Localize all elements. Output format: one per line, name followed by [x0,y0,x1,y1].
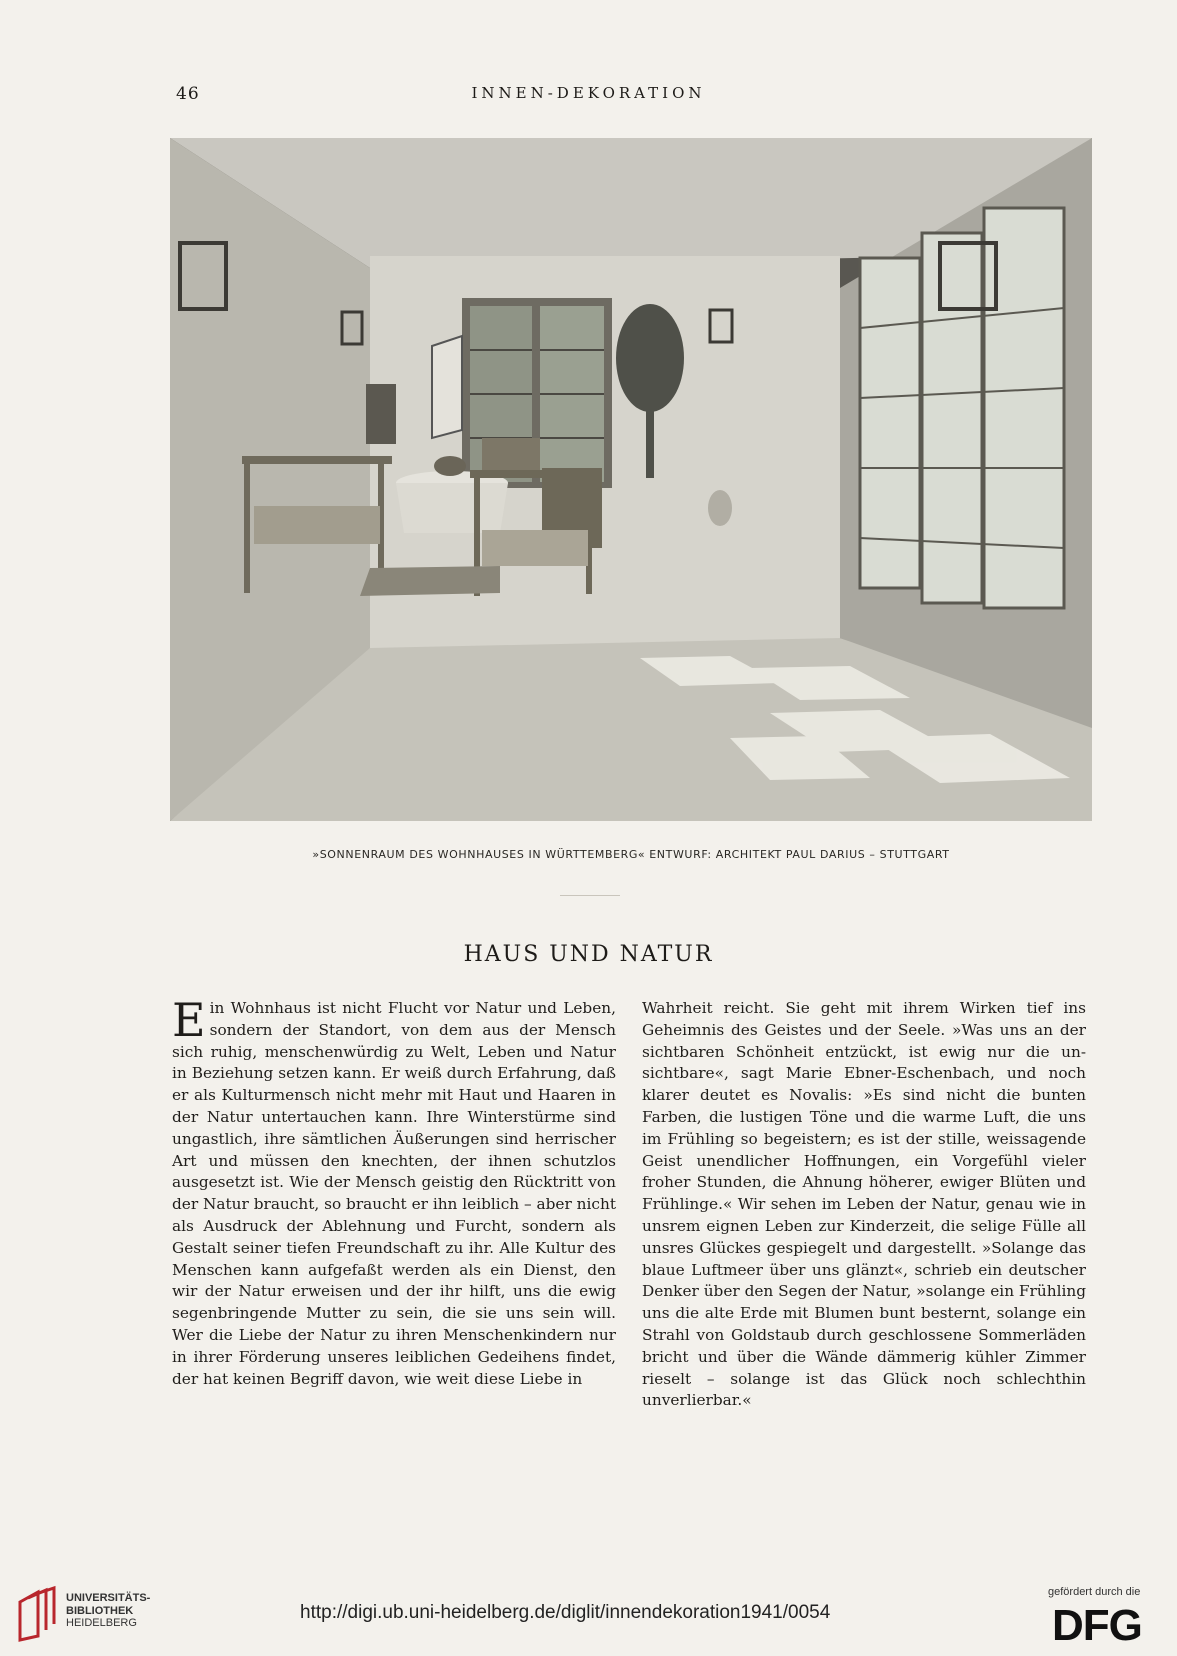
library-name-line2: BIBLIOTHEK [66,1604,134,1617]
text-column-left [172,993,616,1390]
divider [560,895,620,896]
running-title: INNEN-DEKORATION [471,84,706,102]
article-title: HAUS UND NATUR [463,942,714,967]
paragraph-left: in Wohnhaus ist nicht Flucht vor Natur und Leben, sondern der Standort, von dem aus der Mensch sich ruhig, menschenwürdig zu Welt, Leben und Natur in Beziehung setzen kann. Er weiß durch Erfahrung, daß er als Kulturmensch nicht mehr mit Haut und Haaren in der Natur untertauchen kann. Ihre Winterstürme sind ungastlich, ihre sämtlichen Äußerungen sind herrischer Art und müssen den knechten, der ihnen schutzlos ausgesetzt ist. Wie der Mensch geistig den Rücktritt von der Natur braucht, so braucht er ihn leiblich – aber nicht als Ausdruck der Ablehnung und Furcht, sondern als Gestalt seiner tiefen Freundschaft zu ihr. Alle Kultur des Menschen kann aufgefaßt werden als ein Dienst, den wir der Natur erweisen und der ihr hilft, uns die ewig segenbringende Mutter zu sein, die sie uns sein will. Wer die Liebe der Natur zu ihren Menschenkindern nur in ihrer Förderung unseres leiblichen Gedeihens findet, der hat keinen Begriff davon, wie weit diese Liebe in [172,999,616,1388]
drop-cap: E [172,993,206,1047]
library-name[interactable] [66,1592,150,1630]
university-library-logo-icon[interactable] [14,1584,58,1644]
footer-bar [0,1576,1177,1656]
funder-note: gefördert durch die [1048,1586,1141,1598]
permalink-url[interactable]: http://digi.ub.uni-heidelberg.de/diglit/innendekoration1941/0054 [300,1602,831,1623]
library-name-line1: UNIVERSITÄTS- [66,1592,151,1604]
photo-caption: »SONNENRAUM DES WOHNHAUSES IN WÜRTTEMBERG« ENTWURF: ARCHITEKT PAUL DARIUS – STUTTGART [312,848,950,861]
text-column-right [642,998,1086,1412]
page-header [0,84,1177,108]
dfg-logo[interactable]: DFG [1052,1601,1142,1650]
paragraph-right: Wahrheit reicht. Sie geht mit ihrem Wirken tief ins Geheimnis des Geistes und der Seele. »Was uns an der sichtbaren Schönheit entzückt, ist ewig nur die unsichtbare«, sagt Marie Ebner-Eschenbach, und noch klarer deutet es Novalis: »Es sind nicht die bunten Farben, die lustigen Töne und die warme Luft, die uns im Frühling so begeistern; es ist der stille, weissagende Geist unendlicher Hoffnungen, ein Vorgefühl vieler froher Stunden, die Ahnung höherer, ewiger Blüten und Frühlinge.« Wir sehen im Leben der Natur, genau wie in unsrem eignen Leben zur Kinderzeit, die selige Fülle all unsres Glückes gespiegelt und dargestellt. »Solange das blaue Luftmeer über uns glänzt«, schrieb ein deutscher Denker über den Segen der Natur, »solange ein Frühling uns die alte Erde mit Blumen bunt besternt, solange ein Strahl von Goldstaub durch geschlossene Sommerläden bricht und über die Wände dämmerig kühler Zimmer rieselt – solange ist das Glück noch schlechthin unverlierbar.« [642,999,1086,1410]
page-number: 46 [176,84,200,104]
sunroom-illustration [170,138,1092,821]
sunroom-photo [170,138,1092,821]
library-name-line3: HEIDELBERG [66,1617,137,1629]
